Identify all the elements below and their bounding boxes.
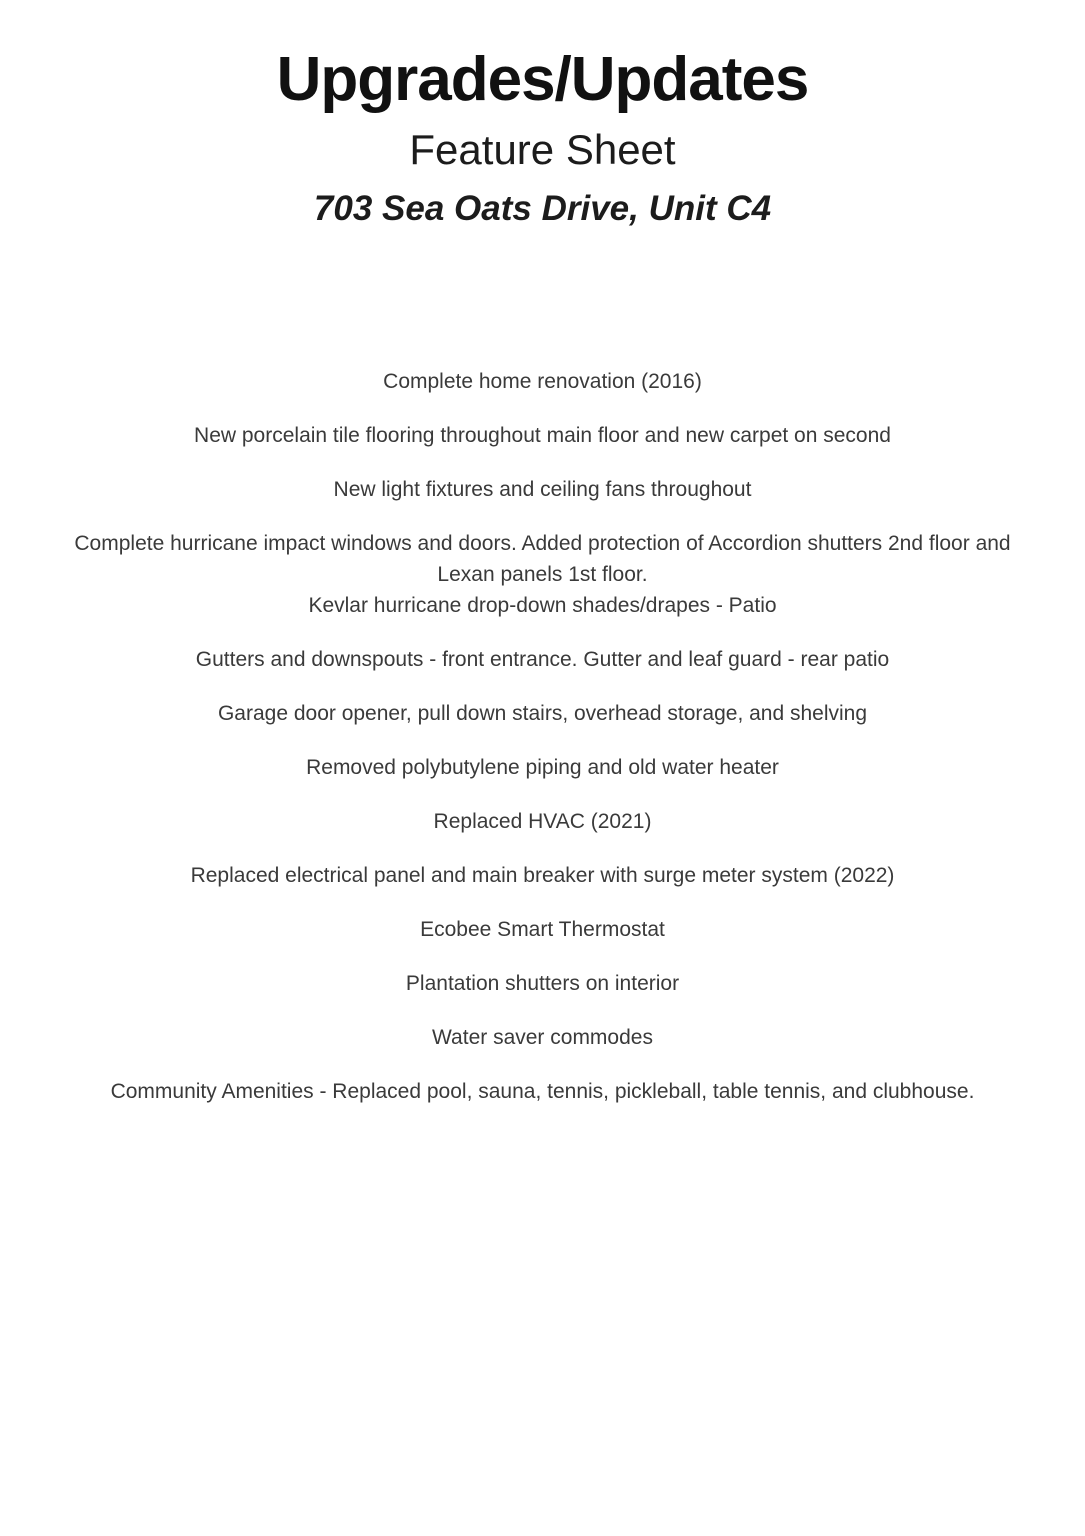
feature-item: Complete home renovation (2016) <box>383 369 702 393</box>
page-title: Upgrades/Updates <box>276 45 809 114</box>
feature-item: Removed polybutylene piping and old water heater <box>306 755 779 779</box>
page-subtitle: Feature Sheet <box>409 126 676 174</box>
feature-item: New light fixtures and ceiling fans throughout <box>333 477 752 501</box>
feature-list <box>0 366 1085 1107</box>
document-header <box>0 0 1085 230</box>
feature-item: Plantation shutters on interior <box>405 971 680 995</box>
feature-item: New porcelain tile flooring throughout main floor and new carpet on second <box>194 423 891 447</box>
property-address: 703 Sea Oats Drive, Unit C4 <box>313 188 772 228</box>
feature-item: Garage door opener, pull down stairs, overhead storage, and shelving <box>217 701 868 725</box>
feature-item-line: Complete hurricane impact windows and doors. Added protection of Accordion shutters 2nd floor and Lexan panels 1st floor. <box>74 531 1011 586</box>
feature-item: Community Amenities - Replaced pool, sauna, tennis, pickleball, table tennis, and clubhouse. <box>110 1079 975 1103</box>
feature-item: Water saver commodes <box>432 1025 653 1049</box>
feature-item-line: Kevlar hurricane drop-down shades/drapes - Patio <box>308 593 777 617</box>
feature-item: Replaced electrical panel and main breaker with surge meter system (2022) <box>190 863 895 887</box>
feature-item: Replaced HVAC (2021) <box>433 809 652 833</box>
feature-item: Ecobee Smart Thermostat <box>420 917 665 941</box>
feature-item: Gutters and downspouts - front entrance. Gutter and leaf guard - rear patio <box>195 647 890 671</box>
feature-item <box>55 528 1030 621</box>
